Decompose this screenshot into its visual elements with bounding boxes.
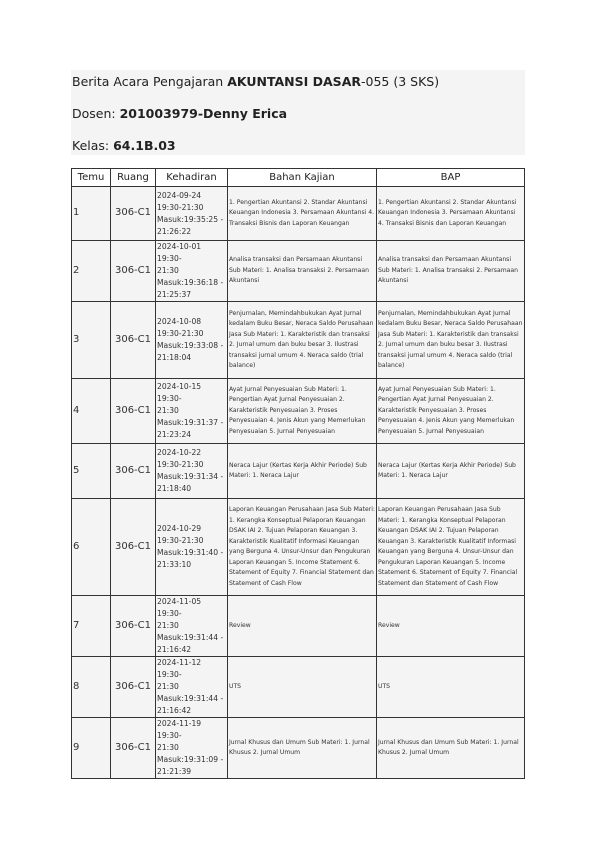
ruang-cell: 306-C1 <box>111 444 156 499</box>
temu-cell: 6 <box>72 499 111 596</box>
kehadiran-line: 21:21:39 <box>157 767 192 776</box>
temu-cell: 8 <box>72 657 111 718</box>
kehadiran-line: 19:30-21:30 <box>157 536 204 545</box>
kehadiran-line: 2024-11-12 19:30- <box>157 658 202 679</box>
kehadiran-line: 21:33:10 <box>157 560 192 569</box>
ruang-cell: 306-C1 <box>111 302 156 379</box>
table-row <box>72 444 525 499</box>
bahan-kajian-cell: Analisa transaksi dan Persamaan Akuntansi Sub Materi: 1. Analisa transaksi 2. Persamaan Akuntansi <box>228 241 377 302</box>
table-row <box>72 241 525 302</box>
kelas-value: 64.1B.03 <box>113 138 176 153</box>
kehadiran-line: 2024-11-05 19:30- <box>157 597 202 618</box>
ruang-cell: 306-C1 <box>111 718 156 779</box>
table-header-row <box>72 169 525 187</box>
bahan-kajian-cell: Review <box>228 596 377 657</box>
attendance-table <box>71 168 525 779</box>
kehadiran-line: 21:16:42 <box>157 706 192 715</box>
ruang-cell: 306-C1 <box>111 379 156 444</box>
kehadiran-line: 2024-10-29 <box>157 524 202 533</box>
bap-cell: Jurnal Khusus dan Umum Sub Materi: 1. Jurnal Khusus 2. Jurnal Umum <box>377 718 525 779</box>
kehadiran-line: Masuk:19:31:40 - <box>157 548 224 557</box>
dosen-label: Dosen: <box>72 106 120 121</box>
bahan-kajian-cell: Laporan Keuangan Perusahaan Jasa Sub Materi: 1. Kerangka Konseptual Pelaporan Keuangan DSAK IAI 2. Tujuan Pelaporan Keuangan 3. Karakteristik Kualitatif Informasi Keuangan yang Berguna 4. Unsur-Unsur dan Pengukuran Laporan Keuangan 5. Income Statement 6. Statement of Equity 7. Financial Statement dan Statement of Cash Flow <box>228 499 377 596</box>
temu-cell: 4 <box>72 379 111 444</box>
bap-cell: UTS <box>377 657 525 718</box>
table-row <box>72 499 525 596</box>
title-prefix: Berita Acara Pengajaran <box>72 74 228 89</box>
kehadiran-cell <box>156 499 228 596</box>
kehadiran-cell <box>156 187 228 241</box>
kehadiran-line: 21:18:04 <box>157 353 192 362</box>
bap-cell: Neraca Lajur (Kertas Kerja Akhir Periode) Sub Materi: 1. Neraca Lajur <box>377 444 525 499</box>
table-row <box>72 596 525 657</box>
course-name: AKUNTANSI DASAR <box>227 74 361 89</box>
dosen-line <box>72 106 287 121</box>
kehadiran-line: 21:30 <box>157 621 179 630</box>
kehadiran-line: 21:23:24 <box>157 430 192 439</box>
kehadiran-line: 2024-10-22 <box>157 448 202 457</box>
kehadiran-line: Masuk:19:36:18 - <box>157 278 224 287</box>
column-header-temu: Temu <box>72 169 111 187</box>
kehadiran-cell <box>156 657 228 718</box>
table-row <box>72 718 525 779</box>
ruang-cell: 306-C1 <box>111 241 156 302</box>
column-header-ruang: Ruang <box>111 169 156 187</box>
kelas-label: Kelas: <box>72 138 114 153</box>
bahan-kajian-cell: Penjurnalan, Memindahbukukan Ayat Jurnal kedalam Buku Besar, Neraca Saldo Perusahaan Jasa Sub Materi: 1. Karakteristik dan transaksi 2. Jurnal umum dan buku besar 3. Ilustrasi transaksi jurnal umum 4. Neraca saldo (trial balance) <box>228 302 377 379</box>
bahan-kajian-cell: Jurnal Khusus dan Umum Sub Materi: 1. Jurnal Khusus 2. Jurnal Umum <box>228 718 377 779</box>
kehadiran-cell <box>156 596 228 657</box>
kehadiran-line: 19:30-21:30 <box>157 202 204 212</box>
document-header <box>71 70 525 155</box>
kehadiran-line: 21:18:40 <box>157 484 192 493</box>
kehadiran-line: 2024-10-15 19:30- <box>157 382 202 403</box>
kehadiran-line: Masuk:19:33:08 - <box>157 341 224 350</box>
kehadiran-line: 21:30 <box>157 743 179 752</box>
kehadiran-line: 19:30-21:30 <box>157 329 204 338</box>
kehadiran-line: Masuk:19:35:25 - <box>157 214 224 224</box>
table-row <box>72 657 525 718</box>
bahan-kajian-cell: Ayat Jurnal Penyesuaian Sub Materi: 1. Pengertian Ayat Jurnal Penyesuaian 2. Karakteristik Penyesuaian 3. Proses Penyesuaian 4. Jenis Akun yang Memerlukan Penyesuaian 5. Jurnal Penyesuaian <box>228 379 377 444</box>
temu-cell: 1 <box>72 187 111 241</box>
kehadiran-line: Masuk:19:31:44 - <box>157 633 224 642</box>
kehadiran-line: Masuk:19:31:44 - <box>157 694 224 703</box>
kehadiran-cell <box>156 241 228 302</box>
kelas-line <box>72 138 176 153</box>
column-header-bap: BAP <box>377 169 525 187</box>
temu-cell: 2 <box>72 241 111 302</box>
column-header-kehadiran: Kehadiran <box>156 169 228 187</box>
ruang-cell: 306-C1 <box>111 187 156 241</box>
dosen-value: 201003979-Denny Erica <box>119 106 288 121</box>
bap-cell: 1. Pengertian Akuntansi 2. Standar Akuntansi Keuangan Indonesia 3. Persamaan Akuntansi 4. Transaksi Bisnis dan Laporan Keuangan <box>377 187 525 241</box>
table-row <box>72 187 525 241</box>
kehadiran-line: 2024-10-08 <box>157 317 202 326</box>
kehadiran-line: 21:30 <box>157 266 179 275</box>
temu-cell: 3 <box>72 302 111 379</box>
ruang-cell: 306-C1 <box>111 499 156 596</box>
kehadiran-cell <box>156 302 228 379</box>
table-row <box>72 302 525 379</box>
ruang-cell: 306-C1 <box>111 596 156 657</box>
kehadiran-line: 21:26:22 <box>157 226 192 236</box>
kehadiran-line: 2024-10-01 19:30- <box>157 242 202 263</box>
course-suffix: -055 (3 SKS) <box>361 74 440 89</box>
kehadiran-line: Masuk:19:31:34 - <box>157 472 224 481</box>
kehadiran-cell <box>156 718 228 779</box>
document-title <box>72 74 439 89</box>
temu-cell: 7 <box>72 596 111 657</box>
bap-cell: Review <box>377 596 525 657</box>
kehadiran-line: 21:30 <box>157 406 179 415</box>
kehadiran-line: 21:25:37 <box>157 290 192 299</box>
table-row <box>72 379 525 444</box>
kehadiran-line: 21:30 <box>157 682 179 691</box>
ruang-cell: 306-C1 <box>111 657 156 718</box>
temu-cell: 9 <box>72 718 111 779</box>
kehadiran-line: 2024-09-24 <box>157 190 202 200</box>
kehadiran-cell <box>156 379 228 444</box>
kehadiran-line: Masuk:19:31:37 - <box>157 418 224 427</box>
kehadiran-line: 19:30-21:30 <box>157 460 204 469</box>
kehadiran-cell <box>156 444 228 499</box>
bap-cell: Penjurnalan, Memindahbukukan Ayat Jurnal kedalam Buku Besar, Neraca Saldo Perusahaan Jasa Sub Materi: 1. Karakteristik dan transaksi 2. Jurnal umum dan buku besar 3. Ilustrasi transaksi jurnal umum 4. Neraca saldo (trial balance) <box>377 302 525 379</box>
bap-cell: Analisa transaksi dan Persamaan Akuntansi Sub Materi: 1. Analisa transaksi 2. Persamaan Akuntansi <box>377 241 525 302</box>
bahan-kajian-cell: Neraca Lajur (Kertas Kerja Akhir Periode) Sub Materi: 1. Neraca Lajur <box>228 444 377 499</box>
bap-cell: Laporan Keuangan Perusahaan Jasa Sub Materi: 1. Kerangka Konseptual Pelaporan Keuangan DSAK IAI 2. Tujuan Pelaporan Keuangan 3. Karakteristik Kualitatif Informasi Keuangan yang Berguna 4. Unsur-Unsur dan Pengukuran Laporan Keuangan 5. Income Statement 6. Statement of Equity 7. Financial Statement dan Statement of Cash Flow <box>377 499 525 596</box>
column-header-bahan-kajian: Bahan Kajian <box>228 169 377 187</box>
kehadiran-line: 2024-11-19 19:30- <box>157 719 202 740</box>
bahan-kajian-cell: 1. Pengertian Akuntansi 2. Standar Akuntansi Keuangan Indonesia 3. Persamaan Akuntansi 4. Transaksi Bisnis dan Laporan Keuangan <box>228 187 377 241</box>
temu-cell: 5 <box>72 444 111 499</box>
bahan-kajian-cell: UTS <box>228 657 377 718</box>
bap-cell: Ayat Jurnal Penyesuaian Sub Materi: 1. Pengertian Ayat Jurnal Penyesuaian 2. Karakteristik Penyesuaian 3. Proses Penyesuaian 4. Jenis Akun yang Memerlukan Penyesuaian 5. Jurnal Penyesuaian <box>377 379 525 444</box>
kehadiran-line: 21:16:42 <box>157 645 192 654</box>
kehadiran-line: Masuk:19:31:09 - <box>157 755 224 764</box>
